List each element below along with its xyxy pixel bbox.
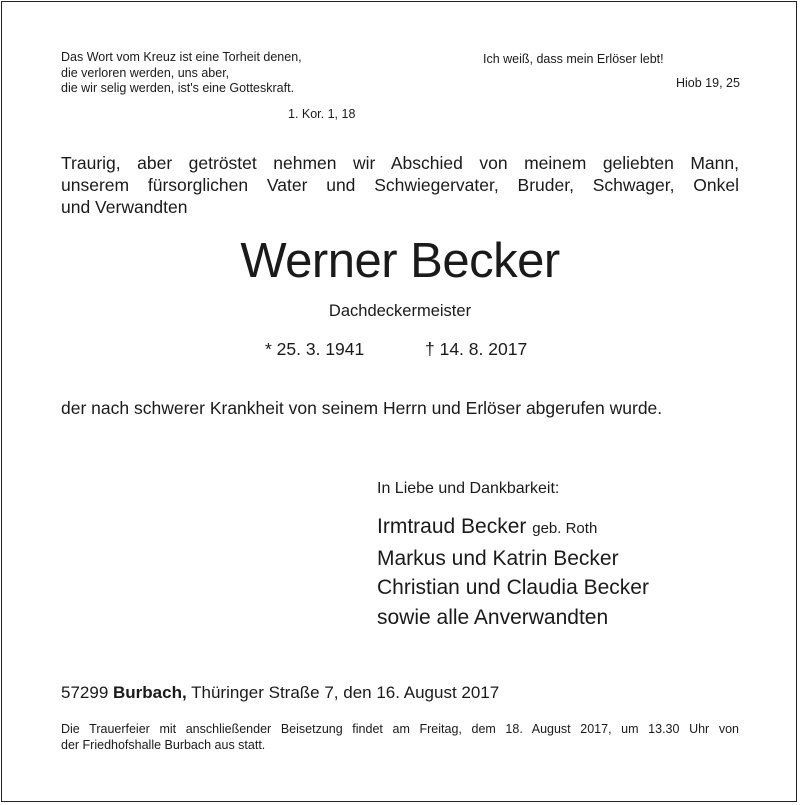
widow-maiden-name: geb. Roth [532,520,598,537]
address-line [61,683,499,703]
funeral-notice [61,721,739,753]
mourner-line: Markus und Katrin Becker [377,546,619,570]
widow-name: Irmtraud Becker [377,515,527,538]
mourners-list [377,512,649,632]
intro-text [61,152,739,218]
mourner-line: sowie alle Anverwandten [377,605,609,629]
street-date: Thüringer Straße 7, den 16. August 2017 [191,683,500,702]
bible-verse-left [61,50,302,97]
postcode: 57299 [61,683,109,702]
mourner-line [377,512,649,544]
notice-line: der Friedhofshalle Burbach aus statt. [61,738,266,752]
verse-line: Das Wort vom Kreuz ist eine Torheit denen, [61,50,302,64]
intro-line: Traurig, aber getröstet nehmen wir Abschied von meinem geliebten Mann, [61,153,739,173]
mourner-line: Christian und Claudia Becker [377,576,649,599]
birth-date: * 25. 3. 1941 [265,339,365,359]
notice-line: Die Trauerfeier mit anschließender Beisetzung findet am Freitag, dem 18. August 2017, um 13.30 Uhr von [61,722,739,736]
intro-line: unserem fürsorglichen Vater und Schwiegervater, Bruder, Schwager, Onkel [61,175,739,195]
death-date: † 14. 8. 2017 [425,339,528,359]
deceased-occupation: Dachdeckermeister [328,302,472,320]
death-message: der nach schwerer Krankheit von seinem Herrn und Erlöser abgerufen wurde. [61,398,663,418]
verse-line: die verloren werden, uns aber, [61,65,230,80]
bible-verse-left-reference: 1. Kor. 1, 18 [288,107,356,121]
bible-verse-right: Ich weiß, dass mein Erlöser lebt! [483,52,664,66]
intro-line: und Verwandten [61,197,188,217]
mourners-heading: In Liebe und Dankbarkeit: [377,480,560,497]
town: Burbach, [113,683,187,702]
verse-line: die wir selig werden, ist's eine Gotteskraft. [61,81,295,95]
deceased-name: Werner Becker [240,234,560,288]
bible-verse-right-reference: Hiob 19, 25 [676,76,740,90]
